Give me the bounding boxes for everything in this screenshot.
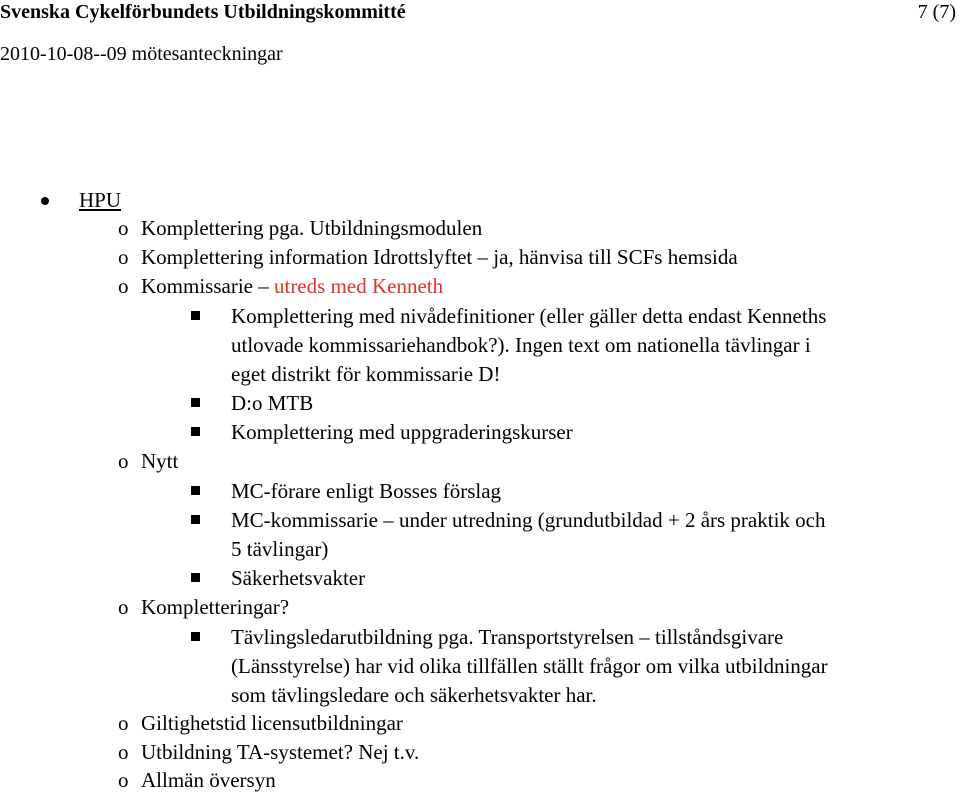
bullet-square-icon: [191, 427, 200, 436]
list-item-text: Kommissarie –: [141, 274, 274, 298]
bullet-o-icon: o: [118, 711, 129, 735]
list-item: Giltighetstid licensutbildningar: [141, 711, 403, 735]
header-divider: [0, 74, 960, 75]
list-item: Nytt: [141, 449, 179, 473]
list-item: Komplettering med nivådefinitioner (eller gäller detta endast Kenneths: [231, 304, 827, 328]
bullet-o-icon: o: [118, 740, 129, 764]
list-item: D:o MTB: [231, 391, 314, 415]
bullet-square-icon: [191, 486, 200, 495]
list-item: MC-kommissarie – under utredning (grundutbildad + 2 års praktik och: [231, 508, 826, 532]
bullet-o-icon: o: [118, 216, 129, 240]
bullet-square-icon: [191, 515, 200, 524]
bullet-o-icon: o: [118, 245, 129, 269]
bullet-square-icon: [191, 311, 200, 320]
bullet-square-icon: [191, 573, 200, 582]
bullet-o-icon: o: [118, 274, 129, 298]
list-item-continuation: utlovade kommissariehandbok?). Ingen text om nationella tävlingar i: [231, 333, 811, 357]
list-item: Komplettering med uppgraderingskurser: [231, 420, 573, 444]
bullet-o-icon: o: [118, 449, 129, 473]
list-item: Allmän översyn: [141, 768, 276, 792]
list-item: Kompletteringar?: [141, 595, 290, 619]
list-item: Tävlingsledarutbildning pga. Transportstyrelsen – tillståndsgivare: [231, 625, 784, 649]
bullet-square-icon: [191, 632, 200, 641]
highlighted-text: utreds med Kenneth: [273, 274, 444, 298]
page-number: 7 (7): [917, 1, 956, 23]
document-subtitle: 2010-10-08--09 mötesanteckningar: [0, 43, 283, 65]
bullet-o-icon: o: [118, 595, 129, 619]
list-item-continuation: (Länsstyrelse) har vid olika tillfällen ställt frågor om vilka utbildningar: [231, 654, 828, 678]
heading-hpu: HPU: [79, 188, 122, 212]
list-item: Säkerhetsvakter: [231, 566, 366, 590]
list-item-continuation: eget distrikt för kommissarie D!: [231, 362, 501, 386]
list-item-continuation: 5 tävlingar): [231, 537, 329, 561]
list-item: Komplettering information Idrottslyftet – ja, hänvisa till SCFs hemsida: [141, 245, 738, 269]
list-item: [141, 272, 443, 301]
list-item: MC-förare enligt Bosses förslag: [231, 479, 502, 503]
organization-name: Svenska Cykelförbundets Utbildningskommitté: [0, 1, 406, 23]
bullet-o-icon: o: [118, 768, 129, 792]
list-item-continuation: som tävlingsledare och säkerhetsvakter har.: [231, 683, 597, 707]
bullet-square-icon: [191, 398, 200, 407]
list-item: Utbildning TA-systemet? Nej t.v.: [141, 740, 420, 764]
list-item: Komplettering pga. Utbildningsmodulen: [141, 216, 483, 240]
bullet-disc-icon: [41, 197, 49, 205]
